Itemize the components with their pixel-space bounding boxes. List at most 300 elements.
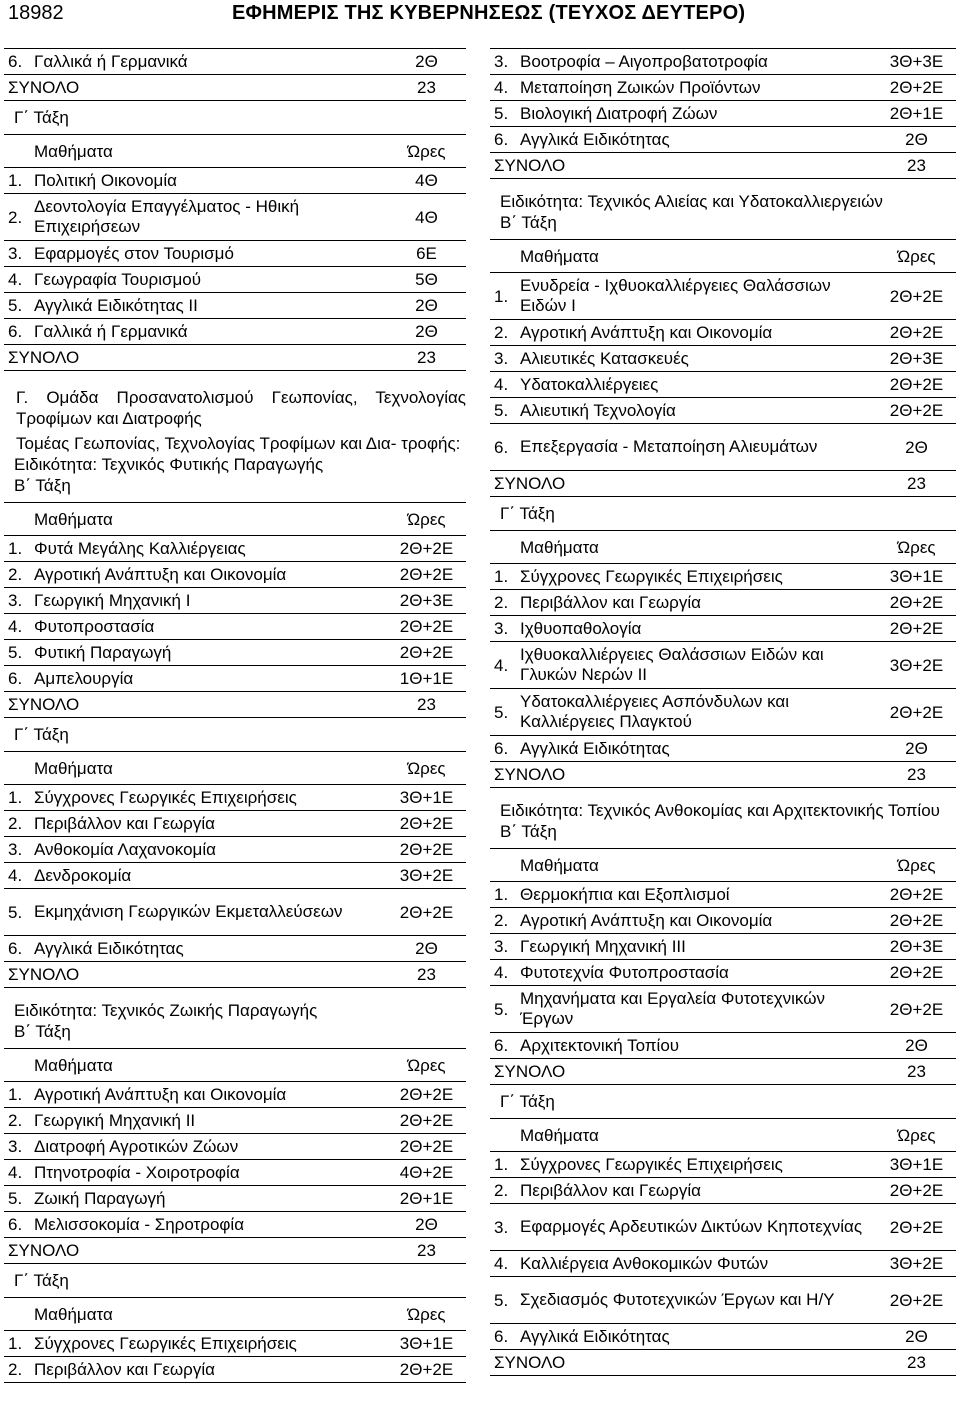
- hours-value: 4Θ+2Ε: [387, 1160, 466, 1186]
- subject-name: Ιχθυοκαλλιέργειες Θαλάσσιων Ειδών και Γλυκών Νερών ΙΙ: [518, 642, 877, 689]
- page-header: [0, 0, 960, 30]
- row-number: 6.: [490, 424, 518, 471]
- hours-value: 3Θ+3Ε: [877, 49, 956, 75]
- hours-value: 3Θ+2Ε: [877, 1251, 956, 1277]
- hours-value: 2Θ+2Ε: [877, 273, 956, 320]
- hours-value: 2Θ+2Ε: [877, 320, 956, 346]
- row-number: 4.: [4, 267, 32, 293]
- row-number: 2.: [4, 811, 32, 837]
- total-label: ΣΥΝΟΛΟ: [4, 692, 387, 718]
- table-row: [490, 49, 956, 75]
- row-number: 1.: [490, 564, 518, 590]
- specialty-heading: Ειδικότητα: Τεχνικός Ζωικής Παραγωγής: [14, 1001, 318, 1020]
- table-row: [4, 562, 466, 588]
- table-row: [490, 127, 956, 153]
- row-number: 2.: [490, 590, 518, 616]
- table-row: [490, 75, 956, 101]
- subject-name: Πτηνοτροφία - Χοιροτροφία: [32, 1160, 387, 1186]
- row-number: 6.: [490, 736, 518, 762]
- hours-value: 2Θ: [387, 319, 466, 345]
- specialty-heading: Ειδικότητα: Τεχνικός Αλιείας και Υδατοκαλλιεργειών: [500, 192, 883, 211]
- row-number: 3.: [490, 346, 518, 372]
- hours-value: 4Θ: [387, 194, 466, 241]
- subjects-header: Μαθήματα: [4, 135, 387, 168]
- hours-value: 2Θ+3Ε: [387, 588, 466, 614]
- subject-name: Αγγλικά Ειδικότητας: [518, 736, 877, 762]
- hours-value: 2Θ+2Ε: [877, 882, 956, 908]
- row-number: 5.: [490, 101, 518, 127]
- hours-value: 1Θ+1Ε: [387, 666, 466, 692]
- row-number: 4.: [490, 1251, 518, 1277]
- subject-name: Σύγχρονες Γεωργικές Επιχειρήσεις: [32, 1331, 387, 1357]
- hours-value: 2Θ+2Ε: [877, 616, 956, 642]
- subject-name: Περιβάλλον και Γεωργία: [32, 811, 387, 837]
- table-header-row: [490, 531, 956, 564]
- table-row: [4, 1160, 466, 1186]
- total-label: ΣΥΝΟΛΟ: [4, 345, 387, 371]
- subject-name: Βιολογική Διατροφή Ζώων: [518, 101, 877, 127]
- subject-name: Αγροτική Ανάπτυξη και Οικονομία: [518, 320, 877, 346]
- subjects-header: Μαθήματα: [490, 849, 877, 882]
- course-table: [490, 848, 956, 1085]
- row-number: 1.: [4, 1082, 32, 1108]
- total-row: [490, 762, 956, 788]
- subject-name: Γεωγραφία Τουρισμού: [32, 267, 387, 293]
- row-number: 5.: [4, 293, 32, 319]
- class-heading: Β΄ Τάξη: [500, 213, 557, 232]
- table-row: [490, 1277, 956, 1324]
- row-number: 5.: [490, 986, 518, 1033]
- gazette-title: ΕΦΗΜΕΡΙΣ ΤΗΣ ΚΥΒΕΡΝΗΣΕΩΣ (ΤΕΥΧΟΣ ΔΕΥΤΕΡΟ): [232, 2, 746, 24]
- table-row: [490, 346, 956, 372]
- table-row: [490, 398, 956, 424]
- table-row: [490, 689, 956, 736]
- hours-value: 2Θ: [877, 1033, 956, 1059]
- table-header-row: [490, 849, 956, 882]
- total-value: 23: [387, 345, 466, 371]
- table-row: [490, 1178, 956, 1204]
- hours-value: 2Θ+2Ε: [387, 1082, 466, 1108]
- table-row: [490, 642, 956, 689]
- subject-name: Γεωργική Μηχανική Ι: [32, 588, 387, 614]
- course-table: [4, 1048, 466, 1264]
- hours-header: Ώρες: [877, 240, 956, 273]
- subject-name: Ιχθυοπαθολογία: [518, 616, 877, 642]
- class-heading: Β΄ Τάξη: [500, 822, 557, 841]
- class-heading: Γ΄ Τάξη: [500, 1092, 555, 1111]
- subject-name: Μελισσοκομία - Σηροτροφία: [32, 1212, 387, 1238]
- hours-header: Ώρες: [877, 531, 956, 564]
- row-number: 1.: [490, 273, 518, 320]
- subject-name: Δεοντολογία Επαγγέλματος - Ηθική Επιχειρήσεων: [32, 194, 387, 241]
- row-number: 2.: [490, 1178, 518, 1204]
- table-row: [490, 590, 956, 616]
- subject-name: Αγροτική Ανάπτυξη και Οικονομία: [32, 1082, 387, 1108]
- row-number: 2.: [4, 562, 32, 588]
- hours-value: 3Θ+1Ε: [387, 1331, 466, 1357]
- table-row: [490, 101, 956, 127]
- table-row: [4, 293, 466, 319]
- subject-name: Καλλιέργεια Ανθοκομικών Φυτών: [518, 1251, 877, 1277]
- subject-name: Σύγχρονες Γεωργικές Επιχειρήσεις: [518, 1152, 877, 1178]
- total-row: [4, 1238, 466, 1264]
- subject-name: Εφαρμογές Αρδευτικών Δικτύων Κηποτεχνίας: [518, 1204, 877, 1251]
- subject-name: Φυτική Παραγωγή: [32, 640, 387, 666]
- subject-name: Θερμοκήπια και Εξοπλισμοί: [518, 882, 877, 908]
- table-row: [4, 863, 466, 889]
- total-label: ΣΥΝΟΛΟ: [490, 762, 877, 788]
- table-header-row: [4, 752, 466, 785]
- row-number: 1.: [4, 785, 32, 811]
- class-heading: Γ΄ Τάξη: [14, 108, 69, 127]
- table-header-row: [4, 1298, 466, 1331]
- subject-name: Υδατοκαλλιέργειες Ασπόνδυλων και Καλλιέργειες Πλαγκτού: [518, 689, 877, 736]
- total-label: ΣΥΝΟΛΟ: [4, 1238, 387, 1264]
- class-heading: Γ΄ Τάξη: [14, 1271, 69, 1290]
- table-row: [490, 372, 956, 398]
- row-number: 3.: [490, 1204, 518, 1251]
- subject-name: Φυτά Μεγάλης Καλλιέργειας: [32, 536, 387, 562]
- class-heading: Γ΄ Τάξη: [500, 504, 555, 523]
- row-number: 6.: [4, 936, 32, 962]
- row-number: 1.: [490, 882, 518, 908]
- total-row: [4, 75, 466, 101]
- hours-value: 2Θ: [877, 1324, 956, 1350]
- subject-name: Γεωργική Μηχανική ΙΙ: [32, 1108, 387, 1134]
- hours-value: 2Θ+2Ε: [877, 1277, 956, 1324]
- hours-value: 3Θ+1Ε: [387, 785, 466, 811]
- hours-value: 2Θ+2Ε: [387, 1357, 466, 1383]
- table-row: [490, 273, 956, 320]
- row-number: 3.: [4, 241, 32, 267]
- subject-name: Δενδροκομία: [32, 863, 387, 889]
- row-number: 4.: [490, 372, 518, 398]
- table-row: [4, 837, 466, 863]
- subject-name: Γαλλικά ή Γερμανικά: [32, 49, 387, 75]
- table-row: [490, 1251, 956, 1277]
- table-row: [490, 986, 956, 1033]
- subject-name: Αγροτική Ανάπτυξη και Οικονομία: [32, 562, 387, 588]
- table-row: [4, 785, 466, 811]
- subject-name: Αγγλικά Ειδικότητας: [518, 127, 877, 153]
- table-row: [490, 1204, 956, 1251]
- subject-name: Αρχιτεκτονική Τοπίου: [518, 1033, 877, 1059]
- table-row: [4, 1186, 466, 1212]
- hours-value: 2Θ+3Ε: [877, 934, 956, 960]
- table-row: [4, 640, 466, 666]
- table-row: [4, 811, 466, 837]
- table-row: [4, 1108, 466, 1134]
- course-table: [490, 1118, 956, 1376]
- subject-name: Αγροτική Ανάπτυξη και Οικονομία: [518, 908, 877, 934]
- table-row: [4, 194, 466, 241]
- table-row: [490, 1324, 956, 1350]
- total-value: 23: [877, 471, 956, 497]
- total-value: 23: [387, 75, 466, 101]
- hours-value: 2Θ+2Ε: [387, 889, 466, 936]
- table-row: [490, 1152, 956, 1178]
- hours-header: Ώρες: [387, 752, 466, 785]
- hours-value: 6Ε: [387, 241, 466, 267]
- hours-value: 2Θ: [387, 936, 466, 962]
- hours-value: 2Θ+2Ε: [387, 1108, 466, 1134]
- hours-value: 2Θ+2Ε: [877, 398, 956, 424]
- table-row: [490, 616, 956, 642]
- table-row: [4, 936, 466, 962]
- subjects-header: Μαθήματα: [490, 531, 877, 564]
- subject-name: Υδατοκαλλιέργειες: [518, 372, 877, 398]
- specialty-heading: Ειδικότητα: Τεχνικός Φυτικής Παραγωγής: [14, 455, 324, 474]
- table-header-row: [4, 135, 466, 168]
- subject-name: Ζωική Παραγωγή: [32, 1186, 387, 1212]
- row-number: 4.: [4, 863, 32, 889]
- page-number: 18982: [8, 2, 64, 24]
- table-row: [4, 49, 466, 75]
- table-row: [490, 934, 956, 960]
- table-row: [4, 1082, 466, 1108]
- hours-value: 3Θ+1Ε: [877, 1152, 956, 1178]
- total-value: 23: [877, 1059, 956, 1085]
- row-number: 6.: [4, 666, 32, 692]
- subject-name: Σχεδιασμός Φυτοτεχνικών Έργων και Η/Υ: [518, 1277, 877, 1324]
- table-row: [490, 908, 956, 934]
- total-row: [4, 962, 466, 988]
- class-heading: Β΄ Τάξη: [14, 476, 71, 495]
- row-number: 4.: [490, 75, 518, 101]
- course-table: [4, 502, 466, 718]
- subject-name: Εφαρμογές στον Τουρισμό: [32, 241, 387, 267]
- hours-value: 2Θ: [387, 293, 466, 319]
- row-number: 3.: [4, 1134, 32, 1160]
- row-number: 3.: [4, 588, 32, 614]
- row-number: 5.: [490, 689, 518, 736]
- subject-name: Ανθοκομία Λαχανοκομία: [32, 837, 387, 863]
- row-number: 5.: [4, 889, 32, 936]
- table-row: [490, 882, 956, 908]
- course-table: [490, 48, 956, 179]
- row-number: 5.: [490, 398, 518, 424]
- row-number: 4.: [4, 614, 32, 640]
- table-row: [490, 320, 956, 346]
- table-header-row: [490, 240, 956, 273]
- table-row: [4, 1331, 466, 1357]
- table-row: [490, 960, 956, 986]
- hours-value: 2Θ+1Ε: [387, 1186, 466, 1212]
- table-row: [4, 241, 466, 267]
- hours-value: 2Θ+2Ε: [877, 75, 956, 101]
- subject-name: Αγγλικά Ειδικότητας: [518, 1324, 877, 1350]
- table-row: [4, 666, 466, 692]
- hours-header: Ώρες: [387, 1298, 466, 1331]
- total-row: [490, 153, 956, 179]
- table-row: [4, 319, 466, 345]
- total-value: 23: [877, 762, 956, 788]
- row-number: 3.: [490, 616, 518, 642]
- row-number: 6.: [4, 319, 32, 345]
- table-row: [490, 424, 956, 471]
- total-label: ΣΥΝΟΛΟ: [490, 471, 877, 497]
- hours-value: 2Θ+1Ε: [877, 101, 956, 127]
- row-number: 3.: [490, 934, 518, 960]
- subject-name: Περιβάλλον και Γεωργία: [518, 590, 877, 616]
- hours-header: Ώρες: [877, 1119, 956, 1152]
- subjects-header: Μαθήματα: [490, 1119, 877, 1152]
- course-table: [490, 239, 956, 497]
- row-number: 5.: [4, 640, 32, 666]
- row-number: 4.: [4, 1160, 32, 1186]
- hours-header: Ώρες: [387, 1049, 466, 1082]
- subject-name: Μεταποίηση Ζωικών Προϊόντων: [518, 75, 877, 101]
- total-row: [4, 345, 466, 371]
- subject-name: Αλιευτική Τεχνολογία: [518, 398, 877, 424]
- left-column: [4, 48, 466, 1383]
- hours-value: 2Θ+2Ε: [877, 689, 956, 736]
- row-number: 1.: [490, 1152, 518, 1178]
- hours-value: 2Θ+2Ε: [877, 590, 956, 616]
- row-number: 6.: [490, 1033, 518, 1059]
- hours-value: 2Θ+3Ε: [877, 346, 956, 372]
- hours-value: 2Θ+2Ε: [387, 614, 466, 640]
- class-heading: Β΄ Τάξη: [14, 1022, 71, 1041]
- total-value: 23: [387, 962, 466, 988]
- row-number: 5.: [4, 1186, 32, 1212]
- hours-value: 2Θ+2Ε: [387, 640, 466, 666]
- total-row: [490, 1350, 956, 1376]
- table-row: [4, 1357, 466, 1383]
- hours-header: Ώρες: [877, 849, 956, 882]
- group-heading: Γ. Ομάδα Προσανατολισμού Γεωπονίας, Τεχνολογίας Τροφίμων και Διατροφής: [16, 388, 466, 428]
- subject-name: Ενυδρεία - Ιχθυοκαλλιέργειες Θαλάσσιων Ειδών Ι: [518, 273, 877, 320]
- hours-value: 2Θ: [877, 127, 956, 153]
- class-heading: Γ΄ Τάξη: [14, 725, 69, 744]
- course-table: [4, 134, 466, 371]
- row-number: 1.: [4, 168, 32, 194]
- row-number: 2.: [4, 194, 32, 241]
- row-number: 4.: [490, 960, 518, 986]
- subjects-header: Μαθήματα: [490, 240, 877, 273]
- hours-value: 2Θ+2Ε: [877, 986, 956, 1033]
- row-number: 2.: [4, 1357, 32, 1383]
- subject-name: Περιβάλλον και Γεωργία: [518, 1178, 877, 1204]
- subject-name: Σύγχρονες Γεωργικές Επιχειρήσεις: [32, 785, 387, 811]
- row-number: 6.: [4, 1212, 32, 1238]
- row-number: 2.: [490, 320, 518, 346]
- subject-name: Αγγλικά Ειδικότητας ΙΙ: [32, 293, 387, 319]
- table-header-row: [490, 1119, 956, 1152]
- subjects-header: Μαθήματα: [4, 1298, 387, 1331]
- subjects-header: Μαθήματα: [4, 752, 387, 785]
- course-table: [4, 48, 466, 101]
- subject-name: Περιβάλλον και Γεωργία: [32, 1357, 387, 1383]
- total-label: ΣΥΝΟΛΟ: [4, 75, 387, 101]
- row-number: 5.: [490, 1277, 518, 1324]
- hours-value: 2Θ+2Ε: [387, 536, 466, 562]
- course-table: [4, 751, 466, 988]
- row-number: 6.: [4, 49, 32, 75]
- row-number: 6.: [490, 127, 518, 153]
- table-row: [4, 889, 466, 936]
- table-header-row: [4, 1049, 466, 1082]
- hours-header: Ώρες: [387, 135, 466, 168]
- row-number: 1.: [4, 1331, 32, 1357]
- hours-header: Ώρες: [387, 503, 466, 536]
- hours-value: 2Θ+2Ε: [877, 908, 956, 934]
- subject-name: Μηχανήματα και Εργαλεία Φυτοτεχνικών Έργων: [518, 986, 877, 1033]
- table-row: [4, 588, 466, 614]
- hours-value: 2Θ+2Ε: [877, 960, 956, 986]
- subjects-header: Μαθήματα: [4, 1049, 387, 1082]
- table-row: [4, 1212, 466, 1238]
- hours-value: 3Θ+2Ε: [387, 863, 466, 889]
- hours-value: 2Θ: [387, 1212, 466, 1238]
- subject-name: Εκμηχάνιση Γεωργικών Εκμεταλλεύσεων: [32, 889, 387, 936]
- total-value: 23: [387, 692, 466, 718]
- total-label: ΣΥΝΟΛΟ: [490, 1059, 877, 1085]
- table-row: [4, 614, 466, 640]
- course-table: [490, 530, 956, 788]
- hours-value: 2Θ+2Ε: [877, 372, 956, 398]
- row-number: 2.: [490, 908, 518, 934]
- table-row: [4, 267, 466, 293]
- total-row: [490, 471, 956, 497]
- hours-value: 3Θ+1Ε: [877, 564, 956, 590]
- hours-value: 5Θ: [387, 267, 466, 293]
- hours-value: 4Θ: [387, 168, 466, 194]
- subject-name: Επεξεργασία - Μεταποίηση Αλιευμάτων: [518, 424, 877, 471]
- specialty-heading: Ειδικότητα: Τεχνικός Ανθοκομίας και Αρχιτεκτονικής Τοπίου: [500, 801, 940, 820]
- subject-name: Σύγχρονες Γεωργικές Επιχειρήσεις: [518, 564, 877, 590]
- table-row: [4, 536, 466, 562]
- subject-name: Γεωργική Μηχανική ΙΙΙ: [518, 934, 877, 960]
- row-number: 1.: [4, 536, 32, 562]
- row-number: 3.: [4, 837, 32, 863]
- hours-value: 2Θ+2Ε: [877, 1178, 956, 1204]
- row-number: 3.: [490, 49, 518, 75]
- subject-name: Αγγλικά Ειδικότητας: [32, 936, 387, 962]
- total-row: [4, 692, 466, 718]
- table-row: [4, 168, 466, 194]
- hours-value: 2Θ+2Ε: [387, 1134, 466, 1160]
- hours-value: 2Θ+2Ε: [387, 837, 466, 863]
- subject-name: Αμπελουργία: [32, 666, 387, 692]
- total-value: 23: [387, 1238, 466, 1264]
- table-row: [490, 736, 956, 762]
- row-number: 2.: [4, 1108, 32, 1134]
- table-header-row: [4, 503, 466, 536]
- subject-name: Αλιευτικές Κατασκευές: [518, 346, 877, 372]
- total-value: 23: [877, 153, 956, 179]
- total-row: [490, 1059, 956, 1085]
- hours-value: 2Θ: [387, 49, 466, 75]
- sector-heading: Τομέας Γεωπονίας, Τεχνολογίας Τροφίμων και Δια- τροφής:: [16, 434, 461, 453]
- course-table: [4, 1297, 466, 1383]
- row-number: 6.: [490, 1324, 518, 1350]
- subject-name: Γαλλικά ή Γερμανικά: [32, 319, 387, 345]
- subjects-header: Μαθήματα: [4, 503, 387, 536]
- hours-value: 2Θ+2Ε: [387, 811, 466, 837]
- table-row: [490, 564, 956, 590]
- subject-name: Διατροφή Αγροτικών Ζώων: [32, 1134, 387, 1160]
- hours-value: 2Θ+2Ε: [387, 562, 466, 588]
- total-label: ΣΥΝΟΛΟ: [490, 1350, 877, 1376]
- table-row: [490, 1033, 956, 1059]
- hours-value: 2Θ: [877, 424, 956, 471]
- hours-value: 2Θ: [877, 736, 956, 762]
- right-column: [490, 48, 956, 1376]
- hours-value: 3Θ+2Ε: [877, 642, 956, 689]
- hours-value: 2Θ+2Ε: [877, 1204, 956, 1251]
- row-number: 4.: [490, 642, 518, 689]
